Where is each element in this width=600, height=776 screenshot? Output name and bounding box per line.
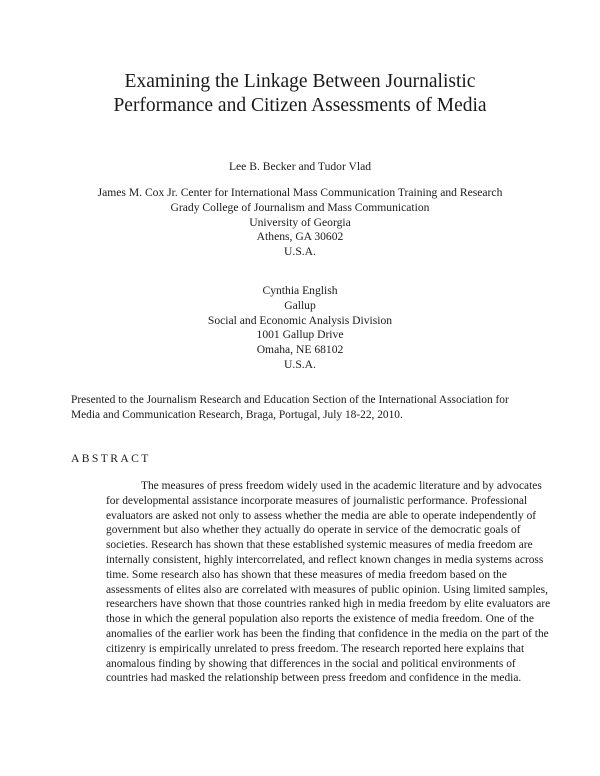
affiliation-line: U.S.A.: [284, 357, 316, 371]
abstract-line: The measures of press freedom widely used in the academic literature and by advocates: [141, 480, 542, 492]
abstract-line: those in which the general population also reports the existence of media freedom. One of the: [106, 613, 534, 626]
abstract-line: time. Some research also has shown that these measures of media freedom based on the: [106, 568, 507, 581]
affiliation-primary: [0, 186, 600, 260]
affiliation-line: Athens, GA 30602: [256, 230, 344, 244]
affiliation-line: Gallup: [284, 298, 316, 312]
abstract-heading: ABSTRACT: [71, 452, 151, 465]
abstract-line: evaluators are asked not only to assess whether the media are able to operate independently of: [106, 509, 537, 522]
affiliation-line: 1001 Gallup Drive: [256, 328, 344, 342]
affiliation-line: U.S.A.: [284, 245, 316, 259]
title-line: Examining the Linkage Between Journalistic: [124, 71, 476, 92]
abstract-line: assessments of elites also are correlated with measures of public opinion. Using limited samples,: [106, 583, 548, 596]
paper-title: [0, 70, 600, 118]
affiliation-line: Grady College of Journalism and Mass Communication: [170, 200, 430, 214]
affiliation-line: Cynthia English: [262, 284, 338, 297]
abstract-line: countries had masked the relationship between press freedom and confidence in the media.: [106, 672, 522, 685]
affiliation-line: Omaha, NE 68102: [256, 343, 344, 357]
affiliation-line: University of Georgia: [249, 215, 351, 229]
abstract-line: researchers have shown that those countries ranked high in media freedom by elite evaluators are: [106, 598, 551, 611]
title-line: Performance and Citizen Assessments of Media: [113, 95, 487, 116]
abstract-line: for developmental assistance incorporate measures of journalistic performance. Professional: [106, 494, 528, 507]
affiliation-secondary: [0, 284, 600, 373]
affiliation-line: Social and Economic Analysis Division: [207, 313, 393, 327]
presentation-note: [71, 393, 533, 423]
abstract-body: [71, 479, 551, 686]
presentation-line: Media and Communication Research, Braga, Portugal, July 18-22, 2010.: [71, 408, 403, 421]
presentation-line: Presented to the Journalism Research and Education Section of the International Association for: [71, 394, 509, 406]
abstract-line: internally consistent, highly intercorrelated, and reflect known changes in media systems across: [106, 553, 544, 566]
abstract-line: citizenry is empirically unrelated to press freedom. The research reported here explains that: [106, 642, 525, 655]
abstract-line: government but also whether they actually do operate in service of the democratic goals of: [106, 524, 521, 537]
authors: Lee B. Becker and Tudor Vlad: [228, 160, 372, 173]
abstract-line: anomalous finding by showing that differences in the social and political environments of: [106, 657, 516, 670]
abstract-line: societies. Research has shown that these established systemic measures of media freedom are: [106, 539, 533, 552]
affiliation-line: James M. Cox Jr. Center for International Mass Communication Training and Research: [97, 186, 503, 199]
abstract-line: anomalies of the earlier work has been the finding that confidence in the media on the part of the: [106, 627, 549, 640]
